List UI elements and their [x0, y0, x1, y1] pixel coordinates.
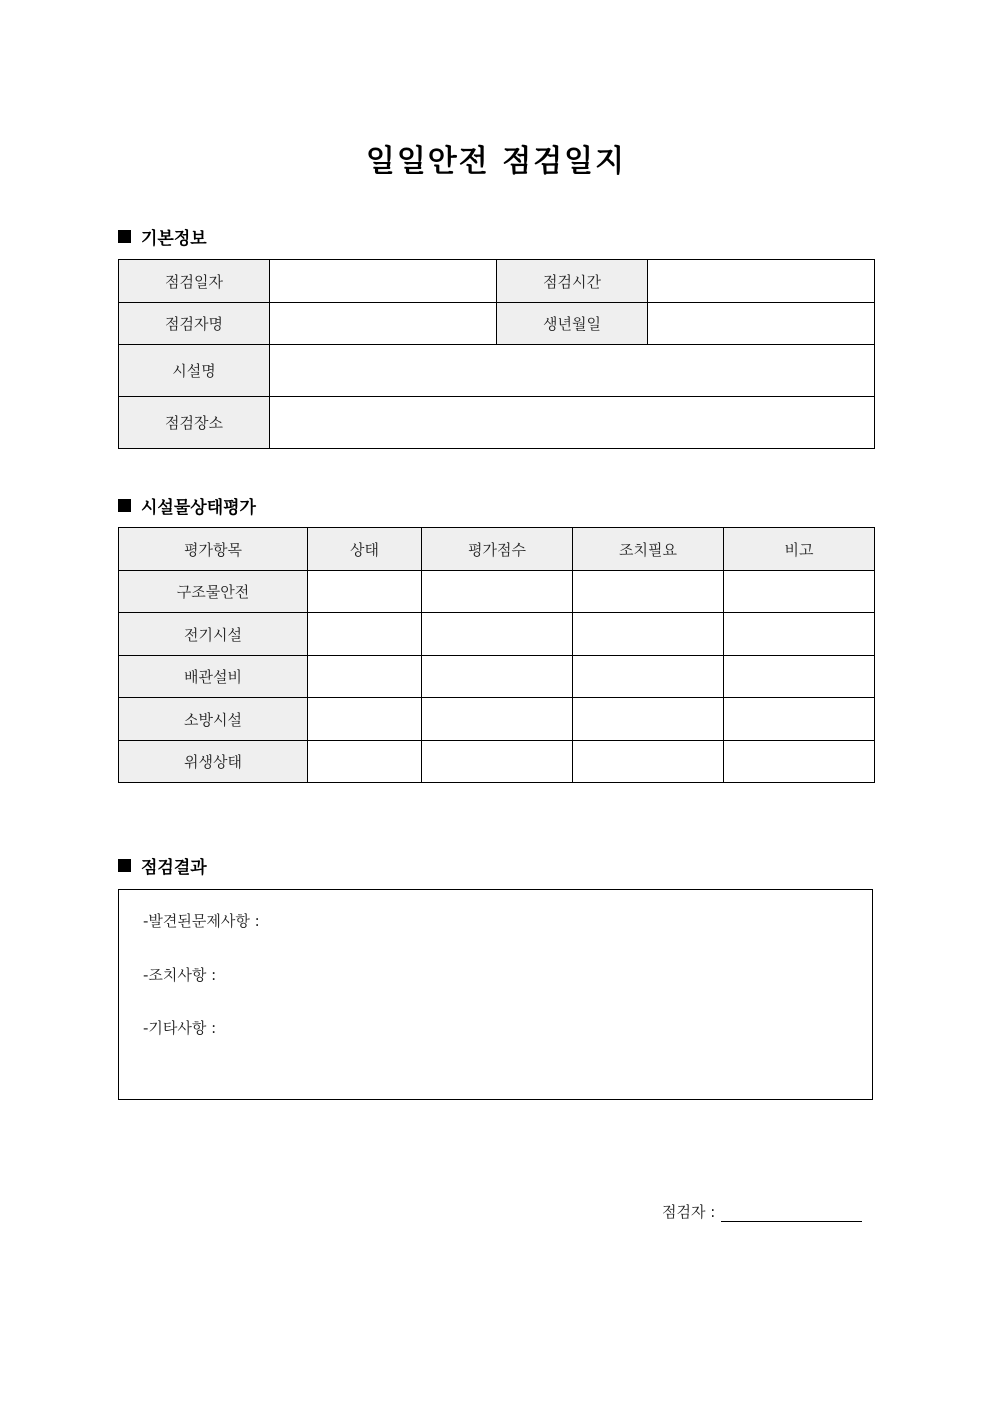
field-inspection-location[interactable]	[270, 397, 875, 449]
label-inspector-name: 점검자명	[119, 303, 270, 345]
cell-status[interactable]	[308, 613, 422, 656]
results-line-other-notes	[143, 1017, 216, 1038]
other-notes-label: -기타사항 :	[143, 1019, 217, 1037]
cell-action-needed[interactable]	[573, 656, 724, 698]
table-row	[119, 698, 875, 741]
section-heading-inspection-results	[118, 853, 207, 878]
results-line-issues-found	[143, 910, 260, 931]
label-inspection-location: 점검장소	[119, 397, 270, 449]
column-header-item: 평가항목	[119, 528, 308, 571]
cell-action-needed[interactable]	[573, 613, 724, 656]
cell-score[interactable]	[422, 613, 573, 656]
column-header-status: 상태	[308, 528, 422, 571]
cell-score[interactable]	[422, 741, 573, 783]
cell-remarks[interactable]	[724, 741, 875, 783]
inspection-results-box[interactable]	[118, 889, 873, 1100]
cell-score[interactable]	[422, 656, 573, 698]
document-title: 일일안전 점검일지	[365, 144, 627, 179]
label-inspection-date: 점검일자	[119, 260, 270, 303]
facility-evaluation-table	[118, 527, 875, 783]
cell-action-needed[interactable]	[573, 698, 724, 741]
actions-taken-label: -조치사항 :	[143, 966, 217, 984]
table-header-row	[119, 528, 875, 571]
cell-action-needed[interactable]	[573, 571, 724, 613]
row-label-structure-safety: 구조물안전	[119, 571, 308, 613]
cell-remarks[interactable]	[724, 571, 875, 613]
cell-score[interactable]	[422, 571, 573, 613]
cell-remarks[interactable]	[724, 656, 875, 698]
table-row	[119, 741, 875, 783]
column-header-remarks: 비고	[724, 528, 875, 571]
cell-score[interactable]	[422, 698, 573, 741]
label-birth-date: 생년월일	[497, 303, 648, 345]
row-label-electrical: 전기시설	[119, 613, 308, 656]
inspector-signature	[662, 1201, 862, 1222]
section-heading-facility-evaluation	[118, 493, 256, 518]
square-bullet-icon	[118, 499, 131, 512]
column-header-score: 평가점수	[422, 528, 573, 571]
column-header-action-needed: 조치필요	[573, 528, 724, 571]
field-birth-date[interactable]	[648, 303, 875, 345]
square-bullet-icon	[118, 859, 131, 872]
issues-found-label: -발견된문제사항 :	[143, 912, 260, 930]
section-heading-basic-info	[118, 224, 207, 249]
cell-status[interactable]	[308, 698, 422, 741]
square-bullet-icon	[118, 230, 131, 243]
field-inspection-date[interactable]	[270, 260, 497, 303]
section-heading-label: 기본정보	[141, 229, 207, 249]
cell-status[interactable]	[308, 656, 422, 698]
results-line-actions-taken	[143, 964, 216, 985]
basic-info-table	[118, 259, 875, 449]
table-row	[119, 656, 875, 698]
signature-label: 점검자 :	[662, 1203, 716, 1221]
label-facility-name: 시설명	[119, 345, 270, 397]
table-row	[119, 571, 875, 613]
cell-remarks[interactable]	[724, 698, 875, 741]
cell-status[interactable]	[308, 741, 422, 783]
row-label-hygiene: 위생상태	[119, 741, 308, 783]
cell-status[interactable]	[308, 571, 422, 613]
row-label-fire-safety: 소방시설	[119, 698, 308, 741]
section-heading-label: 시설물상태평가	[141, 498, 256, 518]
label-inspection-time: 점검시간	[497, 260, 648, 303]
section-heading-label: 점검결과	[141, 858, 207, 878]
signature-line[interactable]	[721, 1203, 862, 1222]
field-facility-name[interactable]	[270, 345, 875, 397]
field-inspector-name[interactable]	[270, 303, 497, 345]
cell-action-needed[interactable]	[573, 741, 724, 783]
table-row	[119, 613, 875, 656]
field-inspection-time[interactable]	[648, 260, 875, 303]
cell-remarks[interactable]	[724, 613, 875, 656]
row-label-plumbing: 배관설비	[119, 656, 308, 698]
